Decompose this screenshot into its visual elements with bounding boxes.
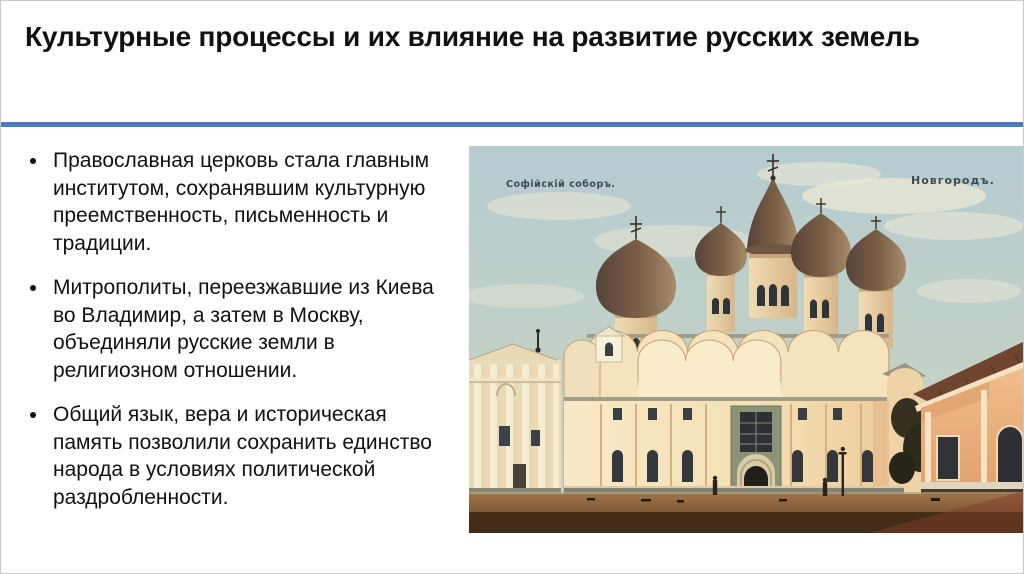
postcard-caption-right: Новгородъ. [911,174,995,187]
postcard-caption-left: Софійскій соборъ. [506,179,616,190]
title-divider [1,122,1024,127]
postcard-image [469,146,1023,533]
ground [469,491,1023,533]
cathedral-facade [564,327,926,498]
bullet-item: Православная церковь стала главным институтом, сохранявшим культурную преемственность, письменность и традиции. [23,147,441,257]
bullet-list [23,147,441,528]
bullet-item: Митрополиты, переезжавшие из Киева во Владимир, а затем в Москву, объединяли русские земли в религиозном отношении. [23,274,441,384]
bullet-item: Общий язык, вера и историческая память позволили сохранить единство народа в условиях политической раздробленности. [23,401,441,511]
page-title: Культурные процессы и их влияние на развитие русских земель [25,21,920,52]
cathedral-illustration [469,146,1023,533]
